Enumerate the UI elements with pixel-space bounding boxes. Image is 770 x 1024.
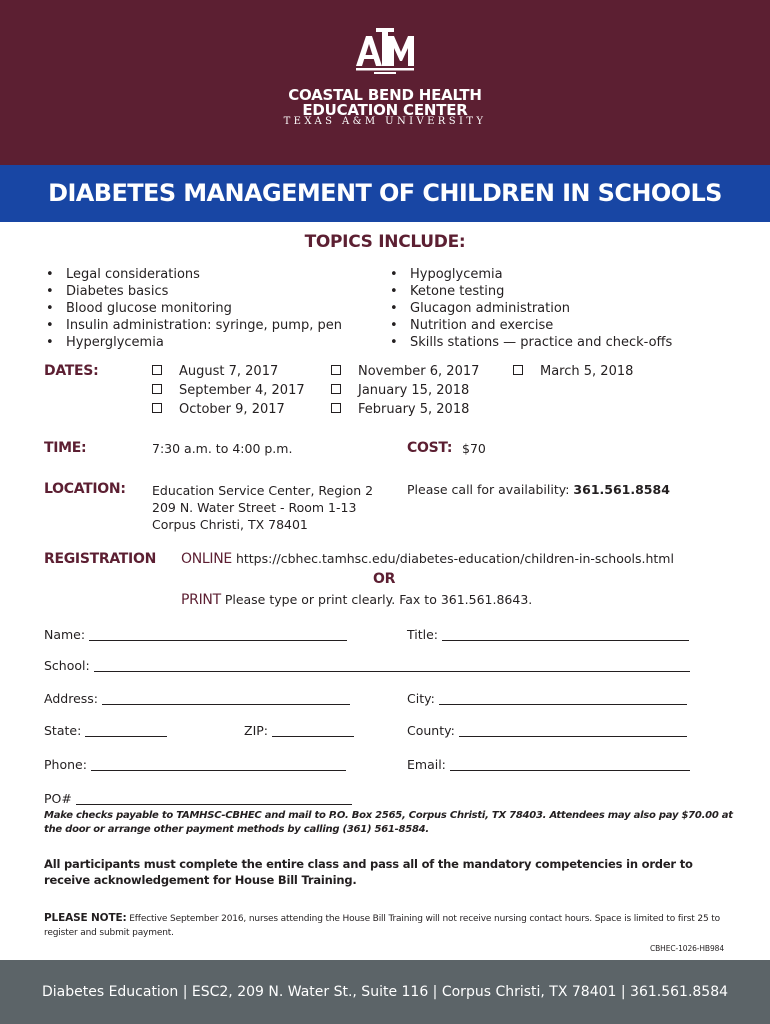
please-note: [44, 911, 734, 940]
page-title: DIABETES MANAGEMENT OF CHILDREN IN SCHOOLS: [48, 179, 722, 207]
title-input-line[interactable]: [442, 629, 689, 641]
location-label: LOCATION:: [44, 481, 126, 497]
or-label: OR: [373, 571, 396, 587]
name-field[interactable]: [44, 627, 347, 642]
name-label: Name:: [44, 627, 86, 642]
dates-label: DATES:: [44, 363, 99, 379]
address-input-line[interactable]: [102, 693, 350, 705]
topics-list-left: [44, 266, 342, 351]
date-label: January 15, 2018: [358, 383, 470, 398]
print-label: PRINT: [181, 592, 221, 608]
date-option[interactable]: [513, 362, 633, 381]
state-input-line[interactable]: [85, 725, 167, 737]
org-name-line2: EDUCATION CENTER: [302, 101, 468, 119]
date-option[interactable]: [331, 381, 479, 400]
address-label: Address:: [44, 691, 98, 706]
checkbox-icon[interactable]: [331, 384, 341, 394]
document-code: CBHEC-1026-HB984: [650, 944, 724, 953]
date-option[interactable]: [152, 381, 305, 400]
date-option[interactable]: [152, 362, 305, 381]
checkbox-icon[interactable]: [331, 403, 341, 413]
location-address: [152, 482, 373, 533]
zip-field[interactable]: [244, 723, 354, 738]
checkbox-icon[interactable]: [152, 365, 162, 375]
print-instructions: Please type or print clearly. Fax to 361.561.8643.: [224, 592, 533, 607]
registration-url[interactable]: https://cbhec.tamhsc.edu/diabetes-education/children-in-schools.html: [235, 551, 674, 566]
title-field[interactable]: [407, 627, 689, 642]
topics-list-right: [388, 266, 672, 351]
address-line: Corpus Christi, TX 78401: [152, 517, 308, 532]
date-label: October 9, 2017: [179, 402, 285, 417]
city-input-line[interactable]: [439, 693, 687, 705]
checkbox-icon[interactable]: [331, 365, 341, 375]
dates-column-3: [513, 362, 633, 381]
topic-item: • Ketone testing: [388, 283, 672, 300]
county-label: County:: [407, 723, 455, 738]
date-option[interactable]: [331, 362, 479, 381]
date-label: March 5, 2018: [540, 364, 634, 379]
zip-input-line[interactable]: [272, 725, 354, 737]
school-label: School:: [44, 658, 90, 673]
phone-label: Phone:: [44, 757, 87, 772]
please-note-label: PLEASE NOTE:: [44, 912, 127, 924]
po-input-line[interactable]: [76, 793, 352, 805]
payment-note: Make checks payable to TAMHSC-CBHEC and mail to P.O. Box 2565, Corpus Christi, TX 78403. Attendees may also pay $70.00 at the door or arrange other payment methods by calling (361) 561-8584.: [44, 810, 733, 835]
topic-item: • Diabetes basics: [44, 283, 342, 300]
topics-heading: TOPICS INCLUDE:: [304, 232, 466, 252]
state-field[interactable]: [44, 723, 167, 738]
time-label: TIME:: [44, 440, 87, 456]
title-label: Title:: [407, 627, 438, 642]
date-label: February 5, 2018: [358, 402, 470, 417]
date-label: September 4, 2017: [179, 383, 305, 398]
topic-item: • Skills stations — practice and check-offs: [388, 334, 672, 351]
registration-label: REGISTRATION: [44, 551, 156, 567]
state-label: State:: [44, 723, 82, 738]
date-option[interactable]: [331, 400, 479, 419]
po-label: PO#: [44, 791, 72, 806]
phone-field[interactable]: [44, 757, 346, 772]
atm-logo-icon: [356, 28, 414, 78]
name-input-line[interactable]: [89, 629, 347, 641]
date-option[interactable]: [152, 400, 305, 419]
address-line: Education Service Center, Region 2: [152, 483, 374, 498]
date-label: November 6, 2017: [358, 364, 480, 379]
zip-label: ZIP:: [244, 723, 268, 738]
county-input-line[interactable]: [459, 725, 687, 737]
org-name-line1: COASTAL BEND HEALTH: [288, 86, 482, 104]
topic-item: • Insulin administration: syringe, pump, pen: [44, 317, 342, 334]
address-field[interactable]: [44, 691, 350, 706]
availability-note: [407, 482, 670, 497]
availability-text: Please call for availability:: [407, 482, 570, 497]
email-label: Email:: [407, 757, 446, 772]
please-note-text: Effective September 2016, nurses attending the House Bill Training will not receive nursing contact hours. Space is limited to first 25 to register and submit payment.: [44, 914, 720, 938]
print-registration: [181, 592, 532, 608]
university-name: TEXAS A&M UNIVERSITY: [283, 116, 487, 127]
po-field[interactable]: [44, 791, 352, 806]
topic-item: • Hypoglycemia: [388, 266, 672, 283]
phone-input-line[interactable]: [91, 759, 346, 771]
city-label: City:: [407, 691, 435, 706]
email-field[interactable]: [407, 757, 690, 772]
online-label: ONLINE: [181, 551, 232, 567]
address-line: 209 N. Water Street - Room 1-13: [152, 500, 357, 515]
topic-item: • Legal considerations: [44, 266, 342, 283]
school-field[interactable]: [44, 658, 690, 673]
cost-label: COST:: [407, 440, 453, 456]
footer-contact: Diabetes Education | ESC2, 209 N. Water St., Suite 116 | Corpus Christi, TX 78401 | 361.561.8584: [41, 984, 729, 1000]
availability-phone[interactable]: 361.561.8584: [573, 482, 670, 497]
time-value: 7:30 a.m. to 4:00 p.m.: [152, 441, 293, 456]
header-banner: [0, 0, 770, 165]
checkbox-icon[interactable]: [152, 384, 162, 394]
cost-value: $70: [462, 441, 486, 456]
online-registration: [181, 551, 674, 567]
checkbox-icon[interactable]: [152, 403, 162, 413]
checkbox-icon[interactable]: [513, 365, 523, 375]
topic-item: • Nutrition and exercise: [388, 317, 672, 334]
topic-item: • Glucagon administration: [388, 300, 672, 317]
school-input-line[interactable]: [94, 660, 690, 672]
topic-item: • Hyperglycemia: [44, 334, 342, 351]
county-field[interactable]: [407, 723, 687, 738]
date-label: August 7, 2017: [179, 364, 279, 379]
city-field[interactable]: [407, 691, 687, 706]
dates-column-1: [152, 362, 305, 419]
email-input-line[interactable]: [450, 759, 690, 771]
topic-item: • Blood glucose monitoring: [44, 300, 342, 317]
participants-note: All participants must complete the entire class and pass all of the mandatory competencies in order to receive acknowledgement for House Bill Training.: [44, 857, 693, 887]
dates-column-2: [331, 362, 479, 419]
